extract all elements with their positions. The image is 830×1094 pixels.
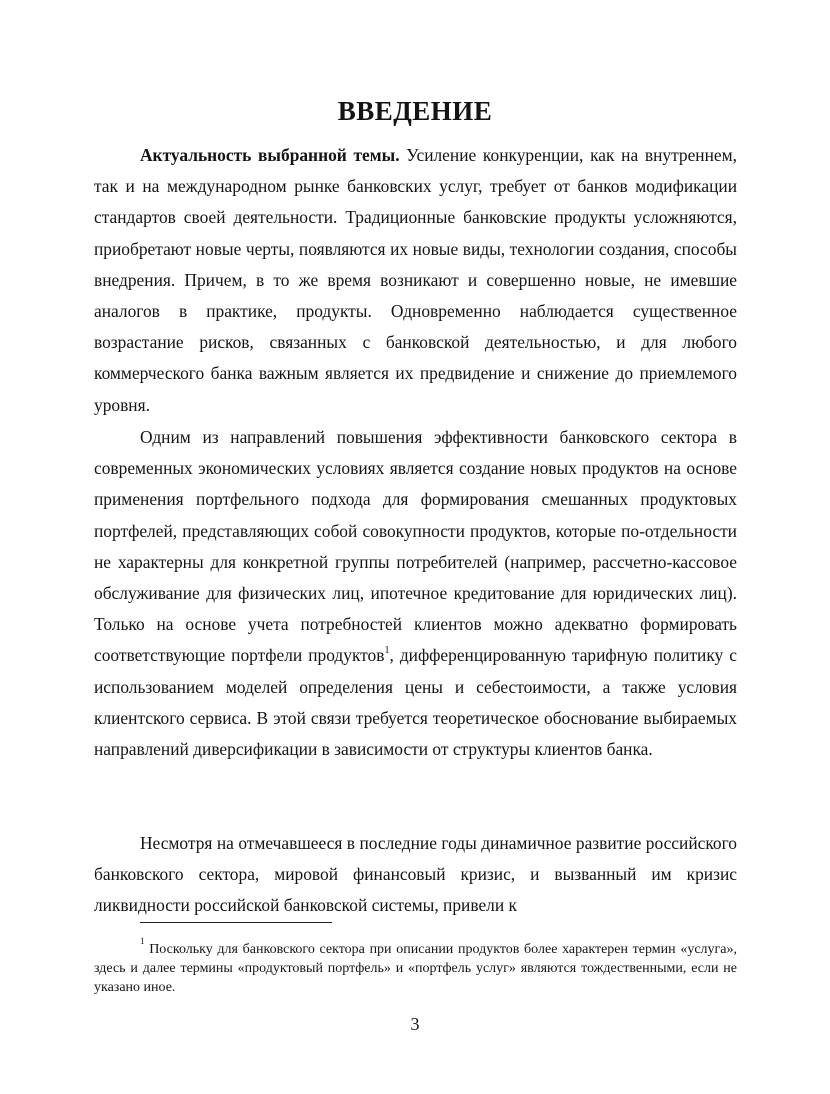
paragraph-portfolio	[94, 422, 737, 765]
footnote-divider	[140, 922, 332, 923]
paragraph-relevance	[94, 140, 737, 421]
footnote-reference: 1	[384, 644, 390, 656]
footnote	[94, 936, 737, 997]
paragraph-text: , дифференцированную тарифную политику с использованием моделей определения цены и себестоимости, а также условия клиентского сервиса. В этой связи требуется теоретическое обоснование выбираемых направлений диверсификации в зависимости от структуры клиентов банка.	[94, 645, 737, 760]
paragraph-crisis: Несмотря на отмечавшееся в последние годы динамичное развитие российского банковского сектора, мировой финансовый кризис, и вызванный им кризис ликвидности российской банковской системы, привели к	[94, 833, 737, 916]
paragraph-text: Усиление конкуренции, как на внутреннем, так и на международном рынке банковских услуг, требует от банков модификации стандартов своей деятельности. Традиционные банковские продукты усложняются, приобретают новые черты, появляются их новые виды, технологии создания, способы внедрения. Причем, в то же время возникают и совершенно новые, не имевшие аналогов в практике, продукты. Одновременно наблюдается существенное возрастание рисков, связанных с банковской деятельностью, и для любого коммерческого банка важным является их предвидение и снижение до приемлемого уровня.	[94, 145, 737, 415]
footnote-mark: 1	[140, 936, 145, 947]
page-number: 3	[410, 1014, 420, 1034]
footnote-text: Поскольку для банковского сектора при описании продуктов более характерен термин «услуга», здесь и далее термины «продуктовый портфель» и «портфель услуг» являются тождественными, если не указано иное.	[94, 942, 737, 995]
page-title: ВВЕДЕНИЕ	[337, 96, 493, 126]
paragraph-text: Одним из направлений повышения эффективности банковского сектора в современных экономических условиях является создание новых продуктов на основе применения портфельного подхода для формирования смешанных продуктовых портфелей, представляющих собой совокупности продуктов, которые по-отдельности не характерны для конкретной группы потребителей (например, рассчетно-кассовое обслуживание для физических лиц, ипотечное кредитование для юридических лиц). Только на основе учета потребностей клиентов можно адекватно формировать соответствующие портфели продуктов	[94, 427, 737, 666]
paragraph-lead: Актуальность выбранной темы.	[140, 145, 400, 165]
